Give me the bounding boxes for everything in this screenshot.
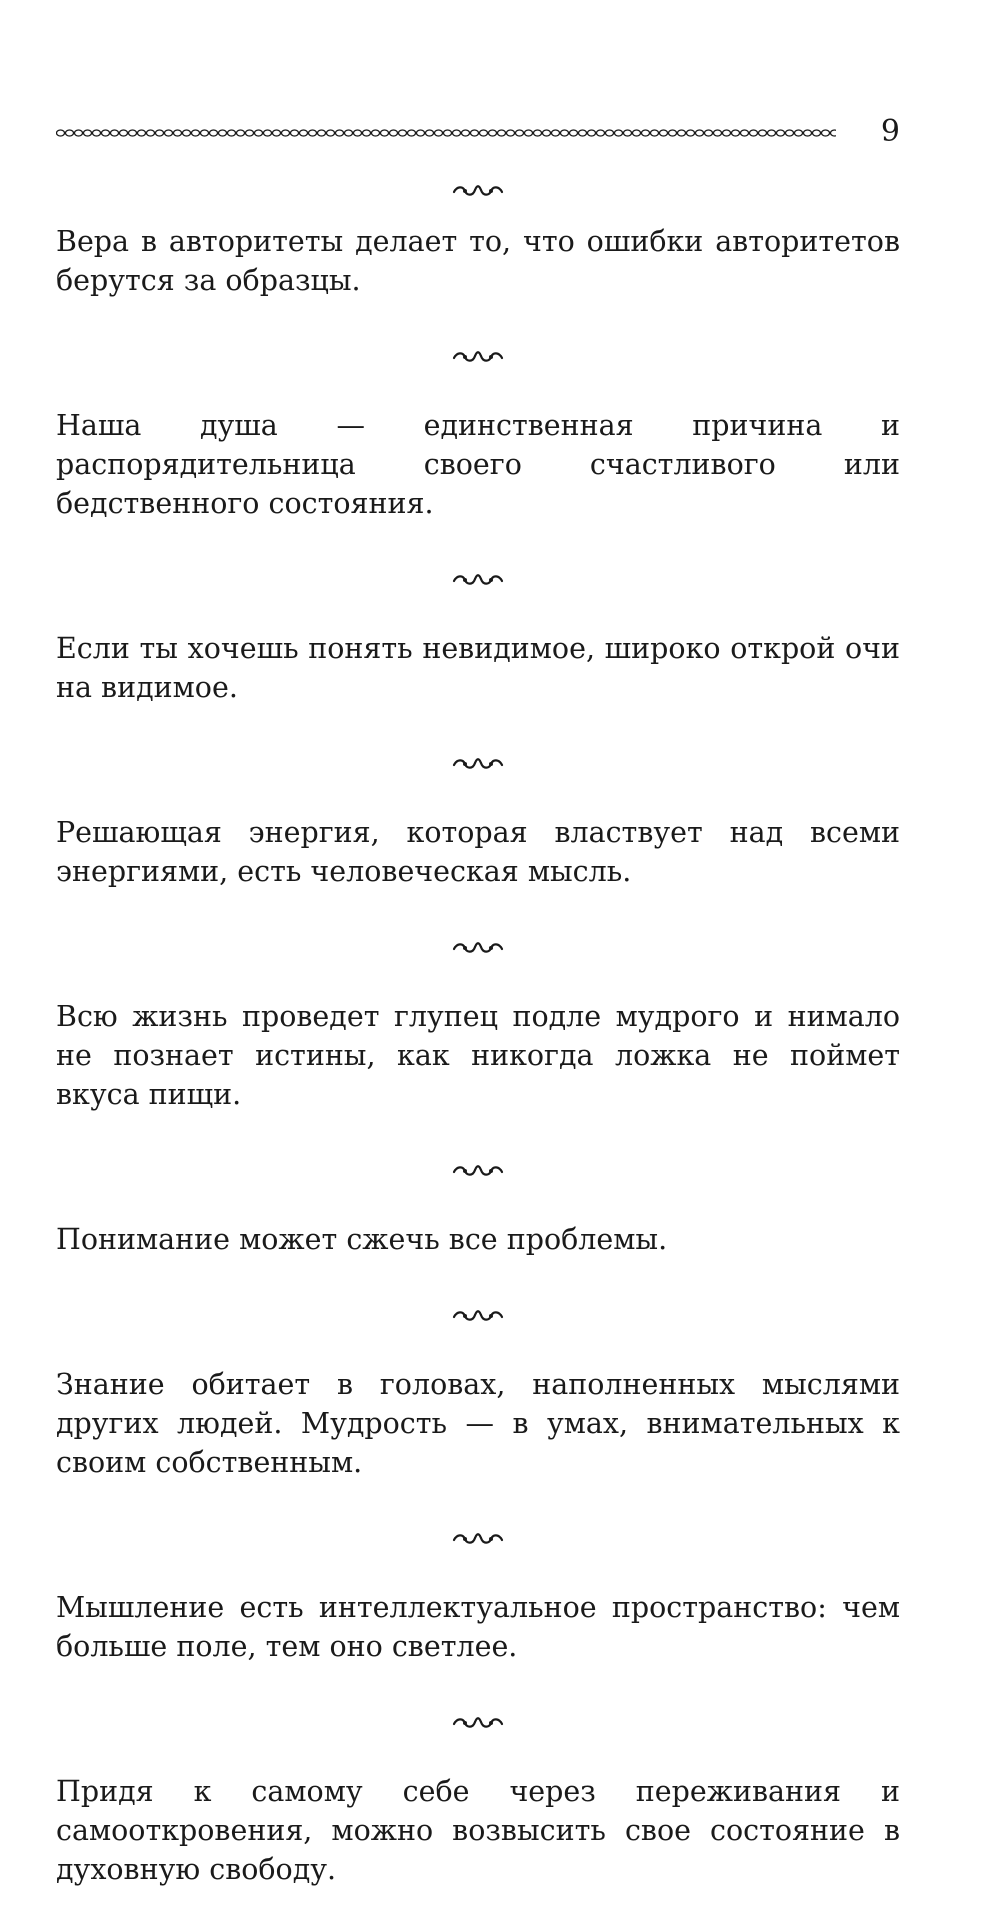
quote-divider	[56, 749, 900, 779]
quote-divider	[56, 933, 900, 963]
swirl-ornament-icon	[451, 1530, 505, 1548]
quote-divider	[56, 565, 900, 595]
swirl-ornament-icon	[451, 182, 505, 200]
quote-text: Придя к самому себе через переживания и самооткровения, можно возвысить свое состояние в духовную свободу.	[56, 1775, 900, 1886]
swirl-ornament-icon	[451, 571, 505, 589]
quote-text: Понимание может сжечь все проблемы.	[56, 1223, 668, 1256]
quote-text: Решающая энергия, которая властвует над всеми энергиями, есть человеческая мысль.	[56, 816, 900, 888]
quote-divider	[56, 342, 900, 372]
page-number: 9	[880, 114, 900, 149]
quote-text: Если ты хочешь понять невидимое, широко открой очи на видимое.	[56, 632, 900, 704]
swirl-ornament-icon	[451, 1162, 505, 1180]
swirl-ornament-icon	[451, 1714, 505, 1732]
swirl-ornament-icon	[451, 939, 505, 957]
quote-divider	[56, 1708, 900, 1738]
quote-text: Всю жизнь проведет глупец подле мудрого и нимало не познает истины, как никогда ложка не поймет вкуса пищи.	[56, 1000, 900, 1111]
quote-divider	[56, 1524, 900, 1554]
swirl-ornament-icon	[451, 755, 505, 773]
quote-divider	[56, 1301, 900, 1331]
quote-text: Вера в авторитеты делает то, что ошибки авторитетов берутся за образцы.	[56, 225, 900, 297]
quote-text: Знание обитает в головах, наполненных мыслями других людей. Мудрость — в умах, внимательных к своим собственным.	[56, 1368, 900, 1479]
quotes-list	[56, 176, 900, 1931]
quote-text: Мышление есть интеллектуальное пространство: чем больше поле, тем оно светлее.	[56, 1591, 900, 1663]
quote-divider	[56, 176, 900, 206]
quote-text: Наша душа — единственная причина и распорядительница своего счастливого или бедственного состояния.	[56, 409, 900, 520]
page-header	[56, 112, 900, 152]
chain-ornament-icon	[56, 128, 836, 138]
swirl-ornament-icon	[451, 348, 505, 366]
header-ornament-rule	[56, 128, 836, 138]
swirl-ornament-icon	[451, 1307, 505, 1325]
quote-divider	[56, 1156, 900, 1186]
